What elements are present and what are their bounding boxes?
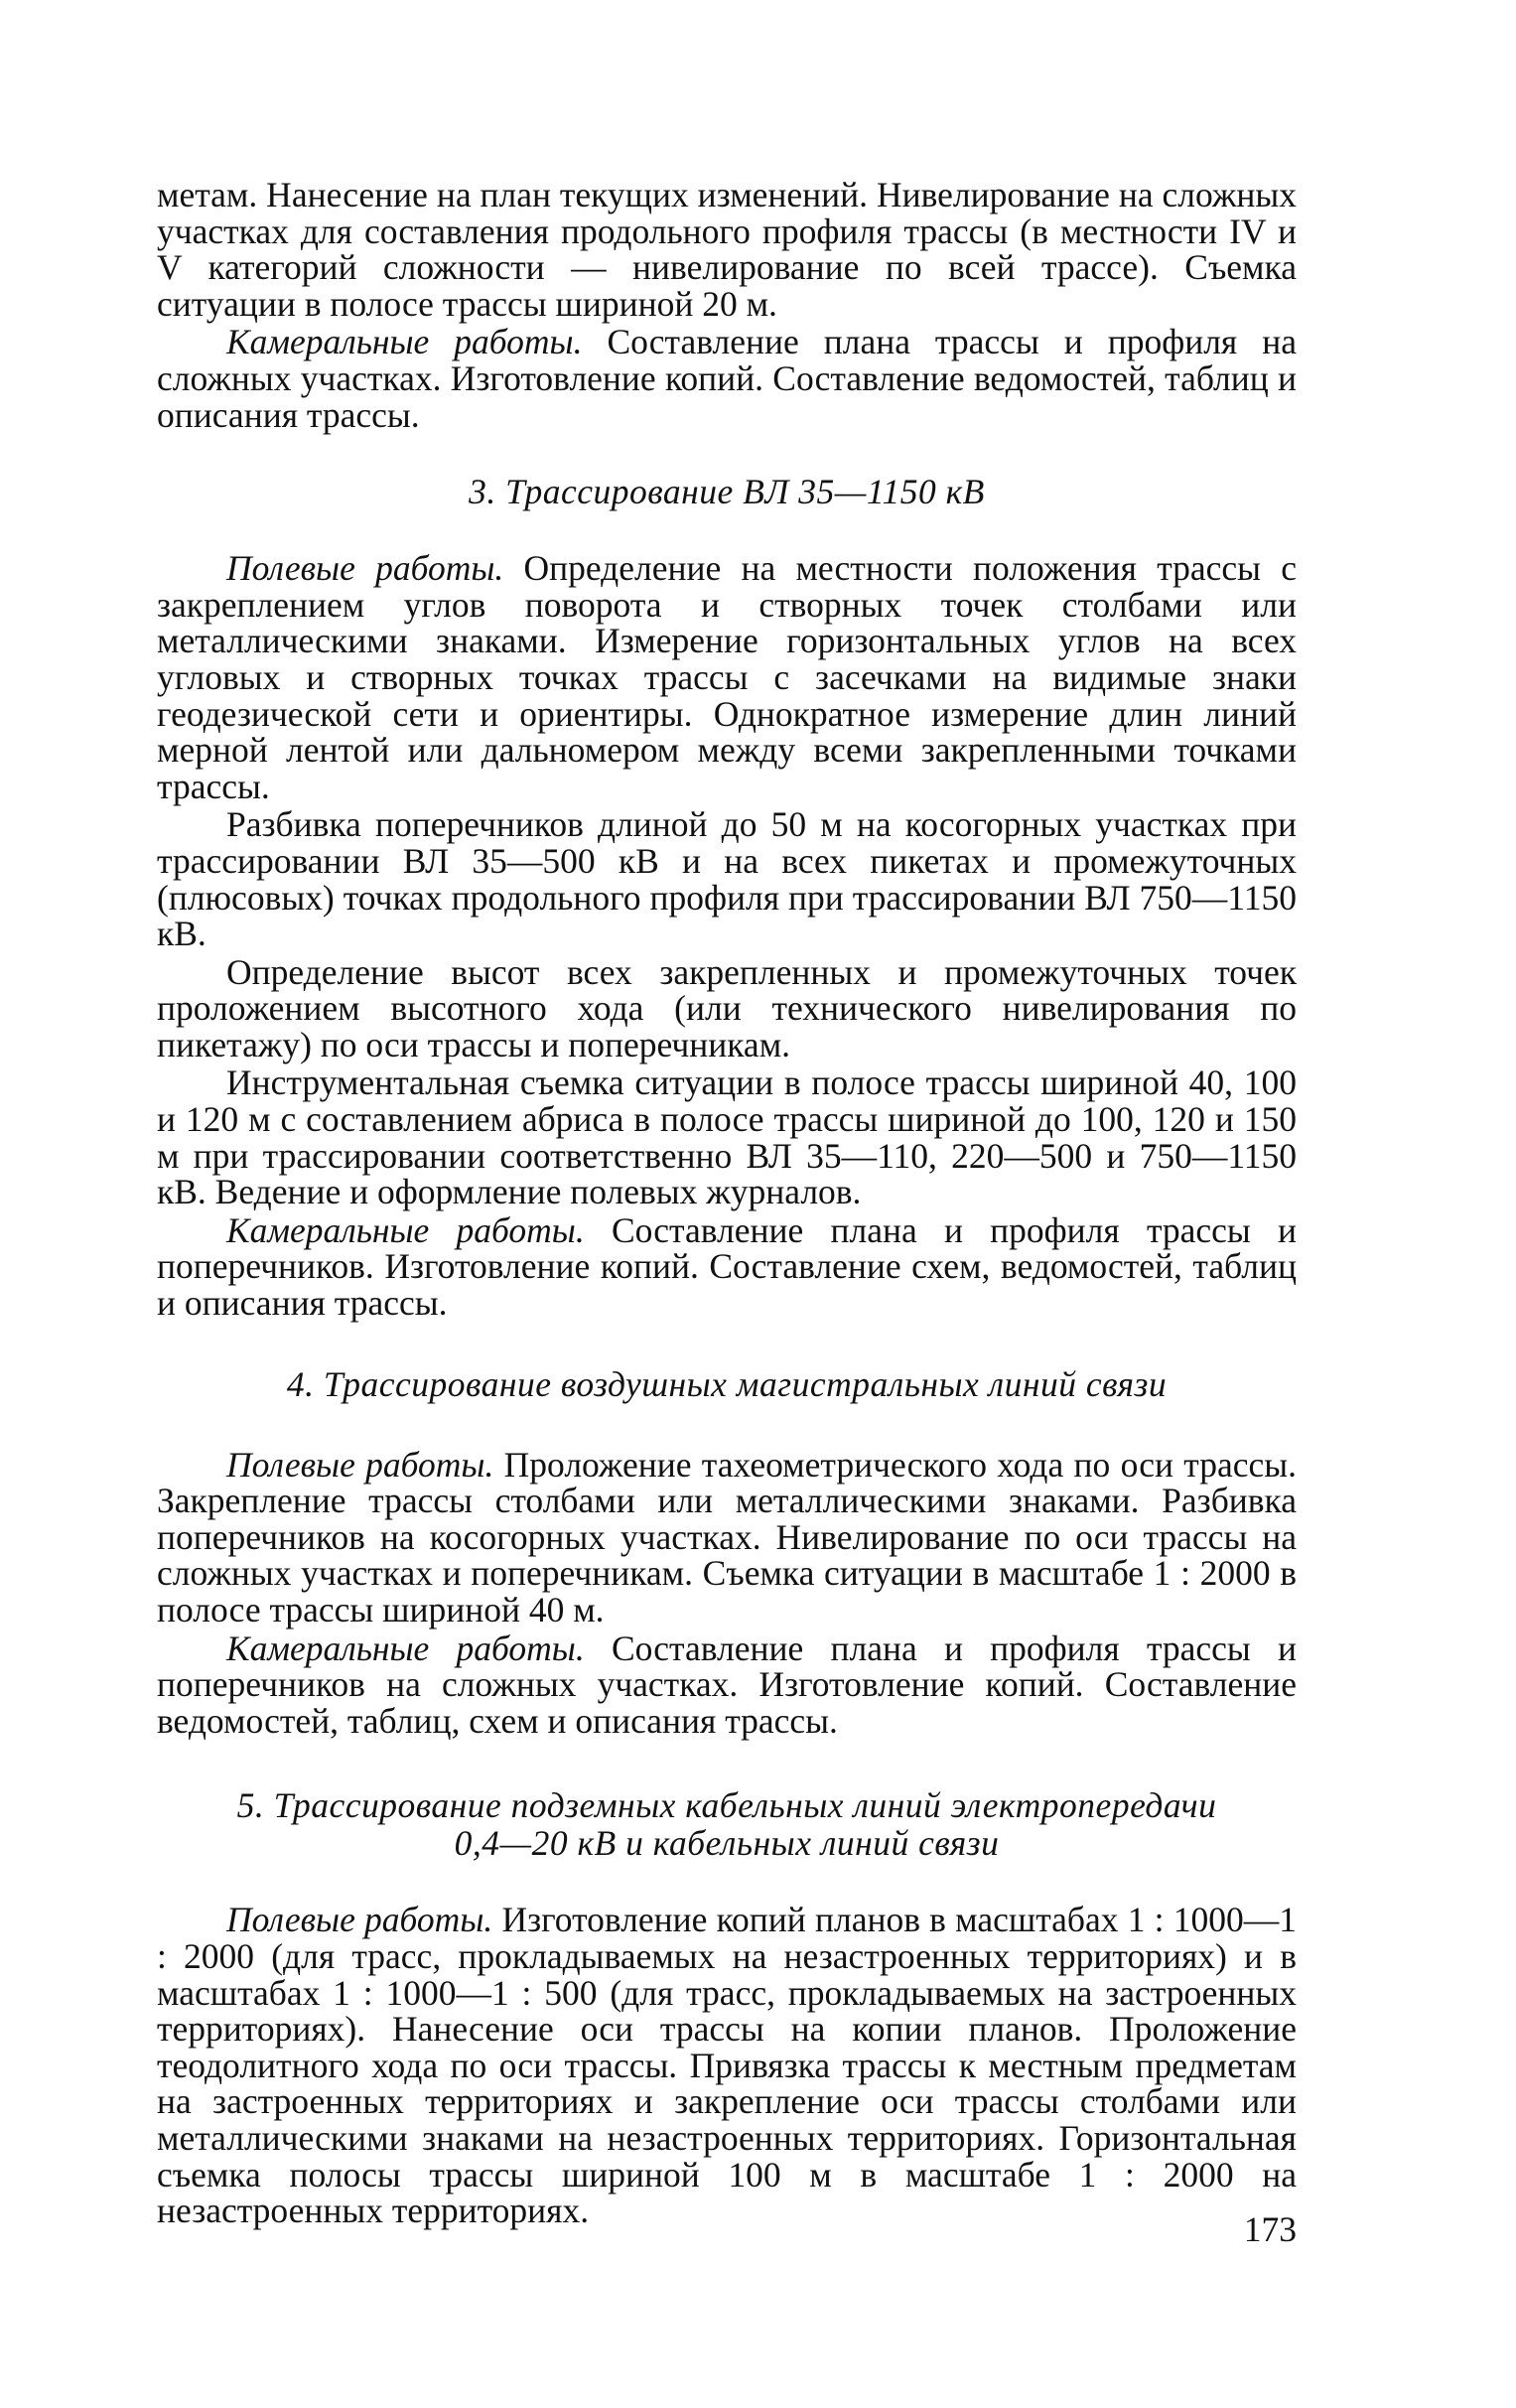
section-3-paragraph-1 [157,550,1297,804]
page-body [157,177,1297,2229]
field-work-label: Полевые работы. [226,1444,494,1485]
field-work-label: Полевые работы. [226,548,504,589]
section-4-paragraph-1 [157,1444,1297,1629]
office-work-label: Камеральные работы. [226,322,583,362]
section-5-paragraph-1-text: Изготовление копий планов в масштабах 1 : 1000—1 : 2000 (для трасс, прокладываемых на незастроенных территориях) и в масштабах 1 : 1000—1 : 500 (для трасс, прокладываемых на застроенных территориях). Нанесение оси трассы на копии планов. Проложение теодолитного хода по оси трассы. Привязка трассы к местным предметам на застроенных территориях и закрепление оси трассы столбами или металлическими знаками на незастроенных территориях. Горизонтальная съемка полосы трассы шириной 100 м в масштабе 1 : 2000 на незастроенных территориях. [157,1900,1297,2231]
section-4-paragraph-2-text: Составление плана и профиля трассы и поперечников на сложных участках. Изготовление копий. Составление ведомостей, таблиц, схем и описания трассы. [157,1628,1297,1741]
section-5-heading-line-1: 5. Трассирование подземных кабельных линий электропередачи [236,1785,1217,1826]
section-3-paragraph-3: Определение высот всех закрепленных и промежуточных точек проложением высотного хода (или технического нивелирования по пикетажу) по оси трассы и поперечникам. [157,951,1297,1064]
section-5-heading-line-2: 0,4—20 кВ и кабельных линий связи [454,1823,1000,1864]
intro-paragraph-2 [157,324,1297,433]
intro-paragraph-1: метам. Нанесение на план текущих изменений. Нивелирование на сложных участках для составления продольного профиля трассы (в местности IV и V категорий сложности — нивелирование по всей трассе). Съемка ситуации в полосе трассы шириной 20 м. [157,175,1297,324]
section-3-paragraph-5-text: Составление плана и профиля трассы и поперечников. Изготовление копий. Составление схем, ведомостей, таблиц и описания трассы. [157,1209,1297,1324]
section-3-heading: 3. Трассирование ВЛ 35—1150 кВ [469,472,985,512]
page-number: 173 [1243,2209,1297,2249]
section-4-heading: 4. Трассирование воздушных магистральных линий связи [286,1363,1168,1404]
section-3-paragraph-2: Разбивка поперечников длиной до 50 м на косогорных участках при трассировании ВЛ 35—500 кВ и на всех пикетах и промежуточных (плюсовых) точках продольного профиля при трассировании ВЛ 750—1150 кВ. [157,804,1297,954]
section-5-heading [157,1786,1297,1862]
office-work-label: Камеральные работы. [226,1628,585,1668]
section-3-paragraph-5 [157,1209,1297,1324]
section-4-paragraph-1-text: Проложение тахеометрического хода по оси трассы. Закрепление трассы столбами или металлическими знаками. Разбивка поперечников на косогорных участках. Нивелирование по оси трассы на сложных участках и поперечникам. Съемка ситуации в масштабе 1 : 2000 в полосе трассы шириной 40 м. [157,1444,1297,1629]
section-4-paragraph-2 [157,1630,1297,1740]
section-3-paragraph-4: Инструментальная съемка ситуации в полосе трассы шириной 40, 100 и 120 м с составлением абриса в полосе трассы шириной до 100, 120 и 150 м при трассировании соответственно ВЛ 35—110, 220—500 и 750—1150 кВ. Ведение и оформление полевых журналов. [157,1062,1297,1212]
field-work-label: Полевые работы. [226,1900,493,1940]
section-3-paragraph-1-text: Определение на местности положения трассы с закреплением углов поворота и створных точек столбами или металлическими знаками. Измерение горизонтальных углов на всех угловых и створных точках трассы с засечками на видимые знаки геодезической сети и ориентиры. Однократное измерение длин линий мерной лентой или дальномером между всеми закрепленными точками трассы. [157,548,1297,806]
intro-paragraph-2-text: Составление плана трассы и профиля на сложных участках. Изготовление копий. Составление ведомостей, таблиц и описания трассы. [157,322,1297,435]
office-work-label: Камеральные работы. [226,1209,585,1250]
